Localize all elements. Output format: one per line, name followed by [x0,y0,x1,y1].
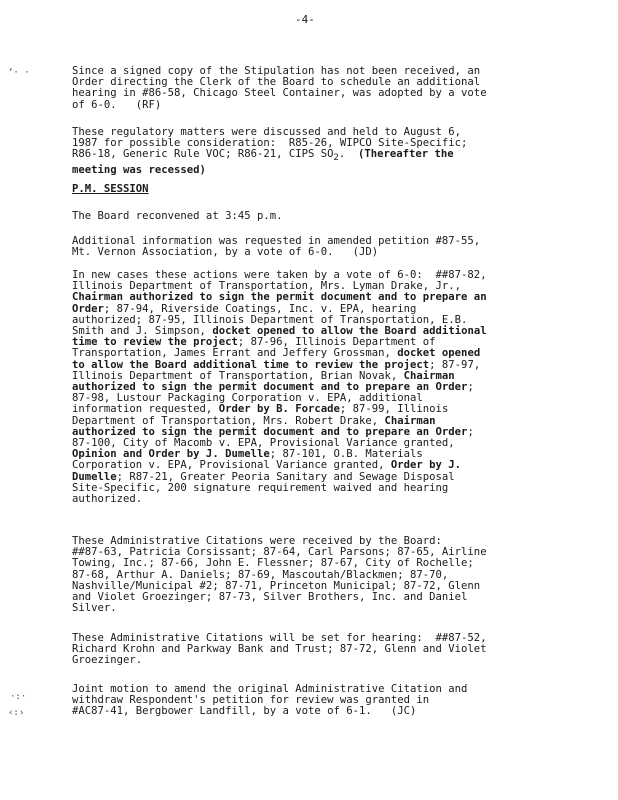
text-segment: ; 87-100, City of Macomb v. EPA, Provisional Variance granted, [72,425,474,450]
scan-mark: ‘· · [8,68,30,78]
text-segment: The Board reconvened at 3:45 p.m. [72,210,283,222]
text-segment: Additional information was requested in amended petition #87-55, Mt. Vernon Association, by a vote of 6-0. (JD) [72,235,481,259]
paragraph-additional-information [72,236,542,258]
text-segment: ; 87-97, Illinois Department of Transportation, Brian Novak, [72,358,481,382]
text-segment: Since a signed copy of the Stipulation has not been received, an Order directing the Clerk of the Board to schedule an additional hearing in #86-58, Chicago Steel Container, was adopted by a vote of 6-0. (RF) [72,65,487,111]
text-segment: ; R87-21, Greater Peoria Sanitary and Sewage Disposal Site-Specific, 200 signature requirement waived and hearing authorized. [72,470,455,506]
scan-mark: ·:· [10,692,27,702]
text-segment: ; 87-96, Illinois Department of Transportation, James Errant and Jeffery Grossman, [72,336,436,360]
text-segment: In new cases these actions were taken by a vote of 6-0: ##87-82, Illinois Department of Transportation, Mrs. Lyman Drake, Jr., [72,269,487,293]
text-segment: 2 [333,153,339,164]
bold-text: Order by B. Forcade [218,403,340,416]
paragraph-new-cases [72,270,542,505]
paragraph-citations-hearing [72,633,542,667]
text-segment: These Administrative Citations were received by the Board: ##87-63, Patricia Corsissant; 87-64, Carl Parsons; 87-65, Airline Towing, Inc.; 87-66, John E. Flessner; 87-67, City of Rochelle; 87-68, Arthur A. Daniels; 87-69, Mascoutah/Blackmen; 87-70, Nashville/Municipal #2; 87-71, Princeton Municipal; 87-72, Glenn and Violet Groezinger; 87-73, Silver Brothers, Inc. and Daniel Silver. [72,535,487,615]
paragraph-citations-received [72,536,542,614]
text-segment: Joint motion to amend the original Administrative Citation and withdraw Respondent's petition for review was granted in #AC87-41, Bergbower Landfill, by a vote of 6-1. (JC) [72,683,468,718]
paragraph-stipulation [72,66,542,111]
bold-text: Opinion and Order by J. Dumelle [72,448,270,461]
bold-text: Chairman authorized to sign the permit document and to prepare an Order [72,414,468,438]
text-segment: These regulatory matters were discussed and held to August 6, 1987 for possible consideration: R85-26, WIPCO Site-Specific; R86-18, Generic Rule VOC; R86-21, CIPS SO [72,126,468,161]
bold-text: docket opened to allow the Board additional time to review the project [72,325,487,349]
scan-mark: ‹:› [8,708,25,718]
bold-text: docket opened to allow the Board additional time to review the project [72,347,481,371]
bold-text: Chairman authorized to sign the permit document and to prepare an Order [72,369,468,394]
page-number: -4- [295,13,315,26]
text-segment: ; 87-94, Riverside Coatings, Inc. v. EPA, hearing authorized; 87-95, Illinois Department of Transportation, E.B. Smith and J. Simpson, [72,302,468,338]
text-segment: These Administrative Citations will be set for hearing: ##87-52, Richard Krohn and Parkway Bank and Trust; 87-72, Glenn and Violet Groezinger. [72,632,487,667]
paragraph-reconvened [72,211,542,222]
text-segment: ; 87-101, O.B. Materials Corporation v. EPA, Provisional Variance granted, [72,448,423,472]
text-segment: ; 87-98, Lustour Packaging Corporation v. EPA, additional information requested, [72,381,474,416]
bold-text: Chairman authorized to sign the permit document and to prepare an Order [72,291,487,315]
paragraph-joint-motion [72,684,542,718]
bold-text: Order by J. Dumelle [72,459,462,483]
bold-text: (Thereafter the meeting was recessed) [72,148,454,176]
section-heading: P.M. SESSION [72,183,149,195]
text-segment: ; 87-99, Illinois Department of Transportation, Mrs. Robert Drake, [72,403,449,427]
text-segment: . [338,148,358,161]
paragraph-regulatory-matters [72,127,542,176]
